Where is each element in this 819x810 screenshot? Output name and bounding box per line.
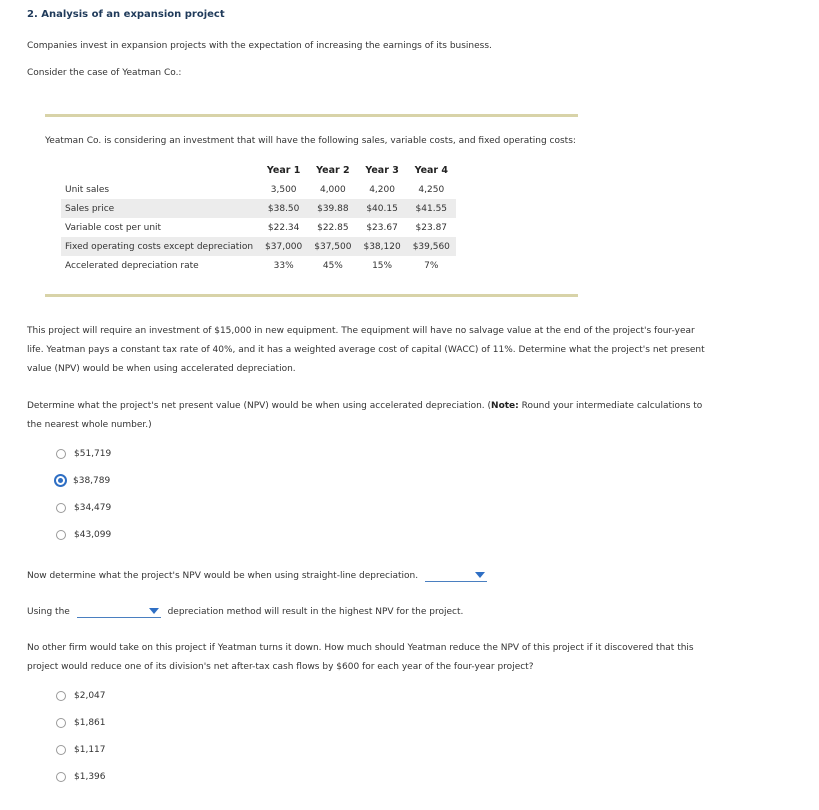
row-label: Fixed operating costs except depreciation	[61, 237, 259, 256]
cell: 33%	[273, 260, 294, 271]
project-description	[27, 322, 705, 379]
description-line: life. Yeatman pays a constant tax rate of 40%, and it has a weighted average cost of capital (WACC) of 11%. Determine what the project's net present	[27, 345, 705, 355]
row-label: Variable cost per unit	[65, 222, 162, 233]
cell: $40.15	[357, 199, 406, 218]
radio-button[interactable]	[56, 772, 66, 782]
question-title: 2. Analysis of an expansion project	[27, 9, 225, 20]
question-2-text	[27, 567, 487, 586]
description-line: This project will require an investment of $15,000 in new equipment. The equipment will have no salvage value at the end of the project's four-year	[27, 326, 695, 336]
option-label: $1,861	[74, 718, 106, 728]
description-line: value (NPV) would be when using accelerated depreciation.	[27, 364, 296, 374]
option-label: $43,099	[74, 530, 112, 540]
cell: $23.67	[366, 222, 398, 233]
radio-button[interactable]	[56, 691, 66, 701]
question-1-line	[27, 397, 702, 416]
cell: 3,500	[270, 184, 297, 195]
depreciation-method-dropdown[interactable]	[77, 606, 161, 618]
table-row	[61, 256, 456, 275]
cell: $38.50	[259, 199, 308, 218]
cell: $37,500	[308, 237, 357, 256]
q1-option-3[interactable]	[56, 503, 111, 513]
question-3-prefix: Using the	[27, 607, 70, 617]
cell: 15%	[372, 260, 393, 271]
question-4-text	[27, 639, 694, 677]
table-header: Year 2	[316, 165, 350, 176]
q4-option-3[interactable]	[56, 745, 106, 755]
cell: 4,250	[418, 184, 445, 195]
dropdown-arrow-icon	[149, 608, 159, 614]
cell: 4,200	[369, 184, 395, 195]
radio-button[interactable]	[56, 449, 66, 459]
radio-button[interactable]	[56, 718, 66, 728]
option-label: $51,719	[74, 449, 112, 459]
cell: $38,120	[357, 237, 406, 256]
cell: $39,560	[407, 237, 456, 256]
option-label: $1,117	[74, 745, 106, 755]
question-3-text	[27, 603, 463, 622]
question-2-label: Now determine what the project's NPV would be when using straight-line depreciation.	[27, 571, 419, 581]
cell: 45%	[322, 260, 343, 271]
intro-case-text: Consider the case of Yeatman Co.:	[27, 68, 182, 78]
table-row	[61, 199, 456, 218]
radio-button[interactable]	[56, 745, 66, 755]
question-3-suffix: depreciation method will result in the highest NPV for the project.	[167, 607, 464, 617]
question-4-line: project would reduce one of its division's net after-tax cash flows by $600 for each year of the four-year project?	[27, 662, 534, 672]
cost-table	[61, 161, 456, 275]
intro-text: Companies invest in expansion projects with the expectation of increasing the earnings of its business.	[27, 41, 492, 51]
q1-option-4[interactable]	[56, 530, 111, 540]
table-header: Year 4	[414, 165, 449, 176]
question-1-part: Determine what the project's net present value (NPV) would be when using accelerated depreciation. (	[27, 401, 492, 411]
q1-option-2[interactable]	[54, 474, 110, 487]
q1-option-1[interactable]	[56, 449, 111, 459]
bottom-divider	[45, 294, 578, 297]
radio-button[interactable]	[56, 530, 66, 540]
table-row	[61, 218, 456, 237]
radio-button[interactable]	[56, 503, 66, 513]
cell: 7%	[424, 260, 439, 271]
cell: $41.55	[407, 199, 456, 218]
cell: $39.88	[308, 199, 357, 218]
table-header: Year 3	[365, 165, 399, 176]
row-label: Accelerated depreciation rate	[65, 260, 199, 271]
option-label: $38,789	[73, 475, 111, 486]
option-label: $2,047	[74, 691, 106, 701]
q4-option-2[interactable]	[56, 718, 106, 728]
row-label: Sales price	[61, 199, 259, 218]
cell: $22.85	[317, 222, 349, 233]
question-1-line: the nearest whole number.)	[27, 420, 152, 430]
straight-line-npv-dropdown[interactable]	[425, 570, 487, 582]
row-label: Unit sales	[65, 184, 110, 195]
table-header-row	[61, 161, 456, 180]
top-divider	[45, 114, 578, 117]
q4-option-1[interactable]	[56, 691, 106, 701]
question-1-part: Round your intermediate calculations to	[518, 401, 703, 411]
table-row	[61, 180, 456, 199]
question-1-text	[27, 397, 702, 435]
cell: $23.87	[415, 222, 448, 233]
q4-option-4[interactable]	[56, 772, 106, 782]
radio-button-selected[interactable]	[54, 474, 67, 487]
table-header: Year 1	[266, 165, 301, 176]
option-label: $34,479	[74, 503, 112, 513]
dropdown-arrow-icon	[475, 572, 485, 578]
option-label: $1,396	[74, 772, 106, 782]
question-4-line: No other firm would take on this project if Yeatman turns it down. How much should Yeatman reduce the NPV of this project if it discovered that this	[27, 643, 694, 653]
cell: $22.34	[267, 222, 300, 233]
cell: $37,000	[259, 237, 308, 256]
cell: 4,000	[319, 184, 346, 195]
box-intro-text: Yeatman Co. is considering an investment that will have the following sales, variable costs, and fixed operating costs:	[45, 136, 576, 146]
note-label: Note:	[491, 401, 519, 411]
table-corner	[61, 161, 259, 180]
table-row	[61, 237, 456, 256]
